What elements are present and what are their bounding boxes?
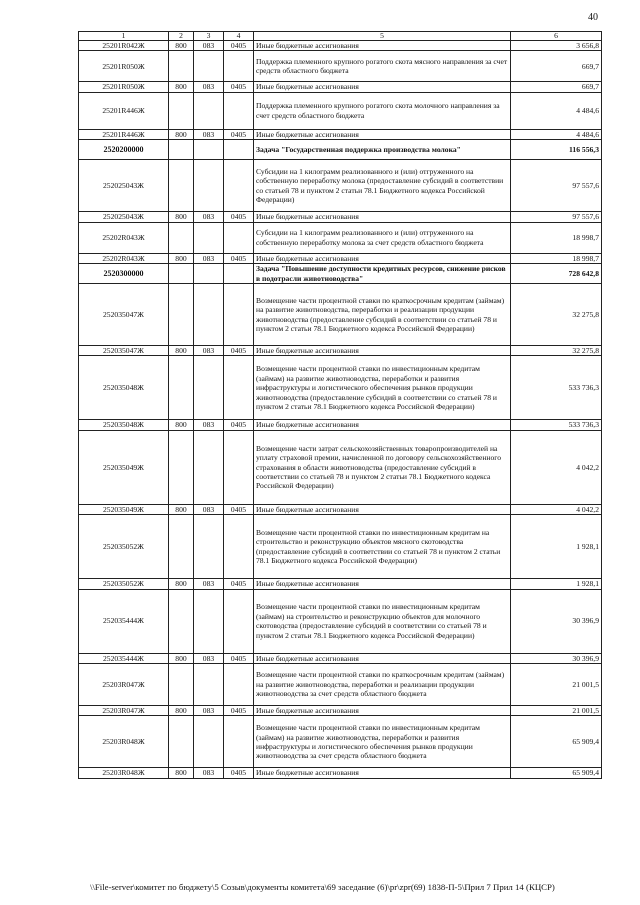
row-code: 25201R446Ж bbox=[79, 129, 169, 139]
table-row bbox=[79, 515, 602, 579]
row-col-2: 800 bbox=[169, 212, 194, 222]
table-row bbox=[79, 664, 602, 706]
header-col-3: 3 bbox=[194, 32, 224, 41]
row-amount: 65 909,4 bbox=[511, 716, 602, 768]
row-code: 252035047Ж bbox=[79, 284, 169, 346]
row-amount: 30 396,9 bbox=[511, 589, 602, 653]
row-col-4 bbox=[224, 264, 254, 284]
row-code: 25203R047Ж bbox=[79, 664, 169, 706]
row-col-4 bbox=[224, 515, 254, 579]
row-amount: 4 484,6 bbox=[511, 129, 602, 139]
row-col-4: 0405 bbox=[224, 420, 254, 430]
row-col-3: 083 bbox=[194, 706, 224, 716]
row-description: Задача "Государственная поддержка производства молока" bbox=[254, 140, 511, 160]
header-col-4: 4 bbox=[224, 32, 254, 41]
row-col-4 bbox=[224, 664, 254, 706]
row-description: Иные бюджетные ассигнования bbox=[254, 420, 511, 430]
row-amount: 32 275,8 bbox=[511, 346, 602, 356]
row-col-2 bbox=[169, 51, 194, 82]
row-col-2: 800 bbox=[169, 504, 194, 514]
table-row bbox=[79, 92, 602, 129]
row-description: Иные бюджетные ассигнования bbox=[254, 579, 511, 589]
row-description: Иные бюджетные ассигнования bbox=[254, 212, 511, 222]
row-code: 2520200000 bbox=[79, 140, 169, 160]
row-col-4: 0405 bbox=[224, 253, 254, 263]
header-col-6: 6 bbox=[511, 32, 602, 41]
row-col-4: 0405 bbox=[224, 41, 254, 51]
row-col-2 bbox=[169, 356, 194, 420]
row-col-4 bbox=[224, 92, 254, 129]
file-path-footer: \\File-server\комитет по бюджету\5 Созыв\документы комитета\69 заседание (6)\pr\zpr(69) 1838-П-5\Прил 7 Прил 14 (КЦСР) bbox=[90, 882, 555, 892]
row-description: Возмещение части процентной ставки по инвестиционным кредитам (займам) на развитие животноводства, переработки и развития инфраструктуры и логистического обеспечения рынков продукции животноводства (предоставление субсидий в соответствии со статьей 78 и пунктом 2 статьи 78.1 Бюджетного кодекса Российской Федерации) bbox=[254, 356, 511, 420]
table-row bbox=[79, 140, 602, 160]
row-amount: 116 556,3 bbox=[511, 140, 602, 160]
row-col-3 bbox=[194, 284, 224, 346]
table-row bbox=[79, 653, 602, 663]
row-amount: 1 928,1 bbox=[511, 515, 602, 579]
row-amount: 30 396,9 bbox=[511, 653, 602, 663]
row-col-2: 800 bbox=[169, 253, 194, 263]
row-col-4 bbox=[224, 716, 254, 768]
table-row bbox=[79, 160, 602, 212]
row-col-4 bbox=[224, 160, 254, 212]
table-row bbox=[79, 420, 602, 430]
row-description: Задача "Повышение доступности кредитных ресурсов, снижение рисков в подотрасли животноводства" bbox=[254, 264, 511, 284]
row-col-4: 0405 bbox=[224, 706, 254, 716]
row-code: 252035444Ж bbox=[79, 589, 169, 653]
row-amount: 533 736,3 bbox=[511, 356, 602, 420]
row-col-4 bbox=[224, 140, 254, 160]
row-col-3: 083 bbox=[194, 768, 224, 778]
row-col-2: 800 bbox=[169, 653, 194, 663]
row-description: Иные бюджетные ассигнования bbox=[254, 129, 511, 139]
header-row bbox=[79, 32, 602, 41]
row-amount: 1 928,1 bbox=[511, 579, 602, 589]
row-col-4: 0405 bbox=[224, 82, 254, 92]
row-amount: 97 557,6 bbox=[511, 160, 602, 212]
row-col-2 bbox=[169, 160, 194, 212]
row-col-3: 083 bbox=[194, 129, 224, 139]
row-col-3 bbox=[194, 515, 224, 579]
row-col-2: 800 bbox=[169, 768, 194, 778]
row-col-2: 800 bbox=[169, 706, 194, 716]
row-col-4 bbox=[224, 589, 254, 653]
row-description: Иные бюджетные ассигнования bbox=[254, 346, 511, 356]
row-col-3 bbox=[194, 664, 224, 706]
row-description: Возмещение части процентной ставки по инвестиционным кредитам (займам) на развитие животноводства, переработки и развития инфраструктуры и логистического обеспечения рынков продукции животноводства за счет средств областного бюджета bbox=[254, 716, 511, 768]
table-row bbox=[79, 264, 602, 284]
row-code: 252035049Ж bbox=[79, 504, 169, 514]
row-description: Иные бюджетные ассигнования bbox=[254, 706, 511, 716]
row-description: Иные бюджетные ассигнования bbox=[254, 768, 511, 778]
row-code: 25201R050Ж bbox=[79, 51, 169, 82]
table-row bbox=[79, 284, 602, 346]
table-row bbox=[79, 768, 602, 778]
row-col-3 bbox=[194, 430, 224, 504]
row-amount: 21 001,5 bbox=[511, 706, 602, 716]
row-col-4: 0405 bbox=[224, 346, 254, 356]
row-col-3: 083 bbox=[194, 82, 224, 92]
table-row bbox=[79, 82, 602, 92]
row-col-3: 083 bbox=[194, 504, 224, 514]
row-col-4: 0405 bbox=[224, 768, 254, 778]
row-col-3: 083 bbox=[194, 41, 224, 51]
row-amount: 97 557,6 bbox=[511, 212, 602, 222]
row-col-2: 800 bbox=[169, 420, 194, 430]
row-col-3: 083 bbox=[194, 346, 224, 356]
row-code: 252035048Ж bbox=[79, 356, 169, 420]
row-col-2 bbox=[169, 284, 194, 346]
table-row bbox=[79, 504, 602, 514]
row-col-3 bbox=[194, 589, 224, 653]
row-col-3: 083 bbox=[194, 253, 224, 263]
row-col-3 bbox=[194, 92, 224, 129]
table-row bbox=[79, 222, 602, 253]
row-code: 25201R050Ж bbox=[79, 82, 169, 92]
row-col-2 bbox=[169, 222, 194, 253]
row-col-4: 0405 bbox=[224, 129, 254, 139]
table-row bbox=[79, 430, 602, 504]
table-row bbox=[79, 41, 602, 51]
row-col-4 bbox=[224, 356, 254, 420]
table-row bbox=[79, 706, 602, 716]
row-col-2: 800 bbox=[169, 41, 194, 51]
row-col-2: 800 bbox=[169, 82, 194, 92]
row-description: Иные бюджетные ассигнования bbox=[254, 41, 511, 51]
row-col-4 bbox=[224, 430, 254, 504]
budget-table bbox=[78, 31, 602, 779]
table-row bbox=[79, 356, 602, 420]
row-col-3: 083 bbox=[194, 653, 224, 663]
row-amount: 533 736,3 bbox=[511, 420, 602, 430]
row-amount: 21 001,5 bbox=[511, 664, 602, 706]
row-description: Иные бюджетные ассигнования bbox=[254, 82, 511, 92]
row-col-2 bbox=[169, 430, 194, 504]
row-amount: 65 909,4 bbox=[511, 768, 602, 778]
row-code: 252025043Ж bbox=[79, 212, 169, 222]
row-description: Иные бюджетные ассигнования bbox=[254, 653, 511, 663]
row-col-2 bbox=[169, 716, 194, 768]
row-col-2: 800 bbox=[169, 579, 194, 589]
row-description: Субсидии на 1 килограмм реализованного и (или) отгруженного на собственную переработку молока (предоставление субсидий в соответствии со статьей 78 и пунктом 2 статьи 78.1 Бюджетного кодекса Российской Федерации) bbox=[254, 160, 511, 212]
row-col-3: 083 bbox=[194, 420, 224, 430]
header-col-2: 2 bbox=[169, 32, 194, 41]
row-description: Иные бюджетные ассигнования bbox=[254, 504, 511, 514]
row-col-4: 0405 bbox=[224, 212, 254, 222]
table-row bbox=[79, 212, 602, 222]
table-body bbox=[79, 41, 602, 779]
row-description: Возмещение части процентной ставки по краткосрочным кредитам (займам) на развитие животноводства, переработки и реализации продукции животноводства (предоставление субсидий в соответствии со статьей 78 и пунктом 2 статьи 78.1 Бюджетного кодекса Российской Федерации) bbox=[254, 284, 511, 346]
row-col-2 bbox=[169, 264, 194, 284]
row-col-2 bbox=[169, 589, 194, 653]
row-col-2: 800 bbox=[169, 129, 194, 139]
row-code: 252035444Ж bbox=[79, 653, 169, 663]
row-col-4: 0405 bbox=[224, 653, 254, 663]
table-row bbox=[79, 253, 602, 263]
row-col-3: 083 bbox=[194, 579, 224, 589]
row-col-3 bbox=[194, 356, 224, 420]
row-col-3 bbox=[194, 716, 224, 768]
row-description: Возмещение части процентной ставки по инвестиционным кредитам (займам) на строительство и реконструкцию объектов для молочного скотоводства (предоставление субсидий в соответствии со статьей 78 и пунктом 2 статьи 78.1 Бюджетного кодекса Российской Федерации) bbox=[254, 589, 511, 653]
row-col-2 bbox=[169, 140, 194, 160]
row-code: 252035049Ж bbox=[79, 430, 169, 504]
row-code: 25203R047Ж bbox=[79, 706, 169, 716]
row-description: Возмещение части затрат сельскохозяйственных товаропроизводителей на уплату страховой премии, начисленной по договору сельскохозяйственного страхования в области животноводства (предоставление субсидий в соответствии со статьей 78 и пунктом 2 статьи 78.1 Бюджетного кодекса Российской Федерации) bbox=[254, 430, 511, 504]
table-row bbox=[79, 716, 602, 768]
row-amount: 669,7 bbox=[511, 51, 602, 82]
row-code: 25201R042Ж bbox=[79, 41, 169, 51]
row-col-3 bbox=[194, 51, 224, 82]
row-amount: 669,7 bbox=[511, 82, 602, 92]
row-col-2 bbox=[169, 515, 194, 579]
row-amount: 4 042,2 bbox=[511, 504, 602, 514]
row-code: 252035047Ж bbox=[79, 346, 169, 356]
row-code: 252025043Ж bbox=[79, 160, 169, 212]
row-col-4 bbox=[224, 222, 254, 253]
row-col-2 bbox=[169, 92, 194, 129]
row-col-3 bbox=[194, 222, 224, 253]
row-code: 25202R043Ж bbox=[79, 253, 169, 263]
row-code: 25203R048Ж bbox=[79, 768, 169, 778]
row-description: Иные бюджетные ассигнования bbox=[254, 253, 511, 263]
row-description: Возмещение части процентной ставки по инвестиционным кредитам на строительство и реконструкцию объектов мясного скотоводства (предоставление субсидий в соответствии со статьей 78 и пунктом 2 статьи 78.1 Бюджетного кодекса Российской Федерации) bbox=[254, 515, 511, 579]
row-amount: 18 998,7 bbox=[511, 253, 602, 263]
row-amount: 4 042,2 bbox=[511, 430, 602, 504]
row-code: 252035052Ж bbox=[79, 515, 169, 579]
row-code: 2520300000 bbox=[79, 264, 169, 284]
row-code: 25203R048Ж bbox=[79, 716, 169, 768]
header-col-5: 5 bbox=[254, 32, 511, 41]
row-code: 252035052Ж bbox=[79, 579, 169, 589]
row-description: Субсидии на 1 килограмм реализованного и (или) отгруженного на собственную переработку молока за счет средств областного бюджета bbox=[254, 222, 511, 253]
row-col-4: 0405 bbox=[224, 579, 254, 589]
row-amount: 3 656,8 bbox=[511, 41, 602, 51]
row-col-2: 800 bbox=[169, 346, 194, 356]
row-amount: 18 998,7 bbox=[511, 222, 602, 253]
row-amount: 728 642,8 bbox=[511, 264, 602, 284]
row-description: Поддержка племенного крупного рогатого скота молочного направления за счет средств областного бюджета bbox=[254, 92, 511, 129]
row-col-2 bbox=[169, 664, 194, 706]
row-description: Поддержка племенного крупного рогатого скота мясного направления за счет средств областного бюджета bbox=[254, 51, 511, 82]
table-row bbox=[79, 129, 602, 139]
row-code: 25201R446Ж bbox=[79, 92, 169, 129]
page-number: 40 bbox=[588, 12, 598, 23]
row-code: 25202R043Ж bbox=[79, 222, 169, 253]
row-col-3: 083 bbox=[194, 212, 224, 222]
row-col-3 bbox=[194, 160, 224, 212]
row-code: 252035048Ж bbox=[79, 420, 169, 430]
row-col-4: 0405 bbox=[224, 504, 254, 514]
table-row bbox=[79, 579, 602, 589]
row-col-4 bbox=[224, 51, 254, 82]
row-description: Возмещение части процентной ставки по краткосрочным кредитам (займам) на развитие животноводства, переработки и реализации продукции животноводства за счет средств областного бюджета bbox=[254, 664, 511, 706]
table-row bbox=[79, 51, 602, 82]
table-row bbox=[79, 589, 602, 653]
table-row bbox=[79, 346, 602, 356]
row-col-4 bbox=[224, 284, 254, 346]
row-amount: 4 484,6 bbox=[511, 92, 602, 129]
row-amount: 32 275,8 bbox=[511, 284, 602, 346]
header-col-1: 1 bbox=[79, 32, 169, 41]
row-col-3 bbox=[194, 264, 224, 284]
row-col-3 bbox=[194, 140, 224, 160]
